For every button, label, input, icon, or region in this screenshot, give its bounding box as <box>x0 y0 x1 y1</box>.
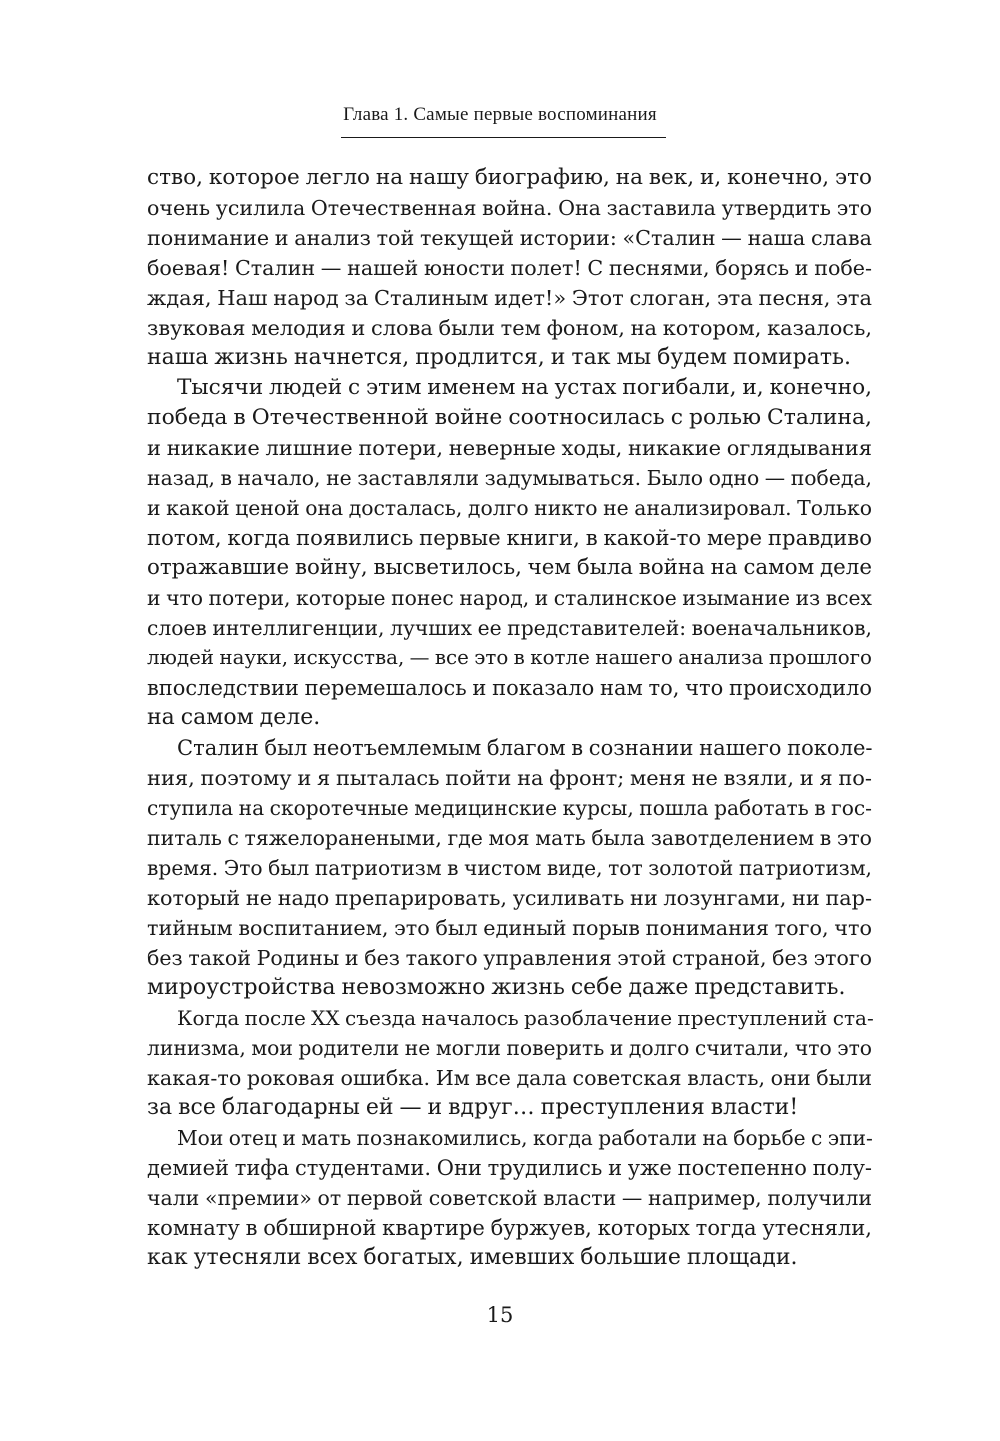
text-line: ступила на скоротечные медицинские курсы, пошла работать в гос- <box>147 796 872 820</box>
text-line: потом, когда появились первые книги, в какой-то мере правдиво <box>147 525 872 550</box>
text-line: линизма, мои родители не могли поверить и долго считали, что это <box>147 1036 872 1060</box>
text-line: ждая, Наш народ за Сталиным идет!» Этот слоган, эта песня, эта <box>147 286 872 310</box>
running-head: Глава 1. Самые первые воспоминания <box>343 104 657 125</box>
text-line: мироустройства невозможно жизнь себе даже представить. <box>147 975 846 1000</box>
text-line: победа в Отечественной войне соотносилась с ролью Сталина, <box>147 405 872 430</box>
text-line: и никакие лишние потери, неверные ходы, никакие оглядывания <box>147 436 872 460</box>
text-line: как утесняли всех богатых, имевших большие площади. <box>147 1245 798 1270</box>
paragraph-first-line: Когда после XX съезда началось разоблачение преступлений ста- <box>177 1006 874 1030</box>
text-line: звуковая мелодия и слова были тем фоном, на котором, казалось, <box>147 316 872 340</box>
page-number: 15 <box>486 1303 514 1327</box>
text-line: наша жизнь начнется, продлится, и так мы будем помирать. <box>147 345 851 370</box>
text-line: и что потери, которые понес народ, и сталинское изымание из всех <box>147 586 872 610</box>
text-line: слоев интеллигенции, лучших ее представителей: военачальников, <box>147 616 872 640</box>
text-line: ния, поэтому и я пыталась пойти на фронт; меня не взяли, и я по- <box>147 766 872 790</box>
page-body <box>147 163 872 1273</box>
header-rule <box>341 137 666 138</box>
text-line: время. Это был патриотизм в чистом виде, тот золотой патриотизм, <box>147 856 872 880</box>
text-line: питаль с тяжелоранеными, где моя мать была завотделением в это <box>147 826 872 850</box>
paragraph-first-line: Сталин был неотъемлемым благом в сознании нашего поколе- <box>177 735 873 760</box>
text-line: комнату в обширной квартире буржуев, которых тогда утесняли, <box>147 1215 872 1240</box>
text-line: какая-то роковая ошибка. Им все дала советская власть, они были <box>147 1066 872 1090</box>
text-line: очень усилила Отечественная война. Она заставила утвердить это <box>147 196 872 220</box>
text-line: тийным воспитанием, это был единый порыв понимания того, что <box>147 916 872 940</box>
text-line: понимание и анализ той текущей истории: «Сталин — наша слава <box>147 226 872 250</box>
text-line: людей науки, искусства, — все это в котле нашего анализа прошлого <box>147 646 872 669</box>
text-line: отражавшие войну, высветилось, чем была война на самом деле <box>147 555 872 580</box>
text-line: впоследствии перемешалось и показало нам то, что происходило <box>147 676 872 700</box>
text-line: и какой ценой она досталась, долго никто не анализировал. Только <box>147 496 872 520</box>
text-line: который не надо препарировать, усиливать ни лозунгами, ни пар- <box>147 886 872 910</box>
text-line: ство, которое легло на нашу биографию, на век, и, конечно, это <box>147 165 872 190</box>
text-line: боевая! Сталин — нашей юности полет! С песнями, борясь и побе- <box>147 256 872 280</box>
text-line: за все благодарны ей — и вдруг… преступления власти! <box>147 1095 799 1120</box>
text-line: назад, в начало, не заставляли задумываться. Было одно — победа, <box>147 466 872 490</box>
paragraph-first-line: Мои отец и мать познакомились, когда работали на борьбе с эпи- <box>177 1126 873 1150</box>
text-line: без такой Родины и без такого управления этой страной, без этого <box>147 946 872 970</box>
text-line: на самом деле. <box>147 705 321 730</box>
text-line: демией тифа студентами. Они трудились и уже постепенно полу- <box>147 1156 872 1180</box>
paragraph-first-line: Тысячи людей с этим именем на устах погибали, и, конечно, <box>177 375 872 400</box>
text-line: чали «премии» от первой советской власти — например, получили <box>147 1186 872 1210</box>
